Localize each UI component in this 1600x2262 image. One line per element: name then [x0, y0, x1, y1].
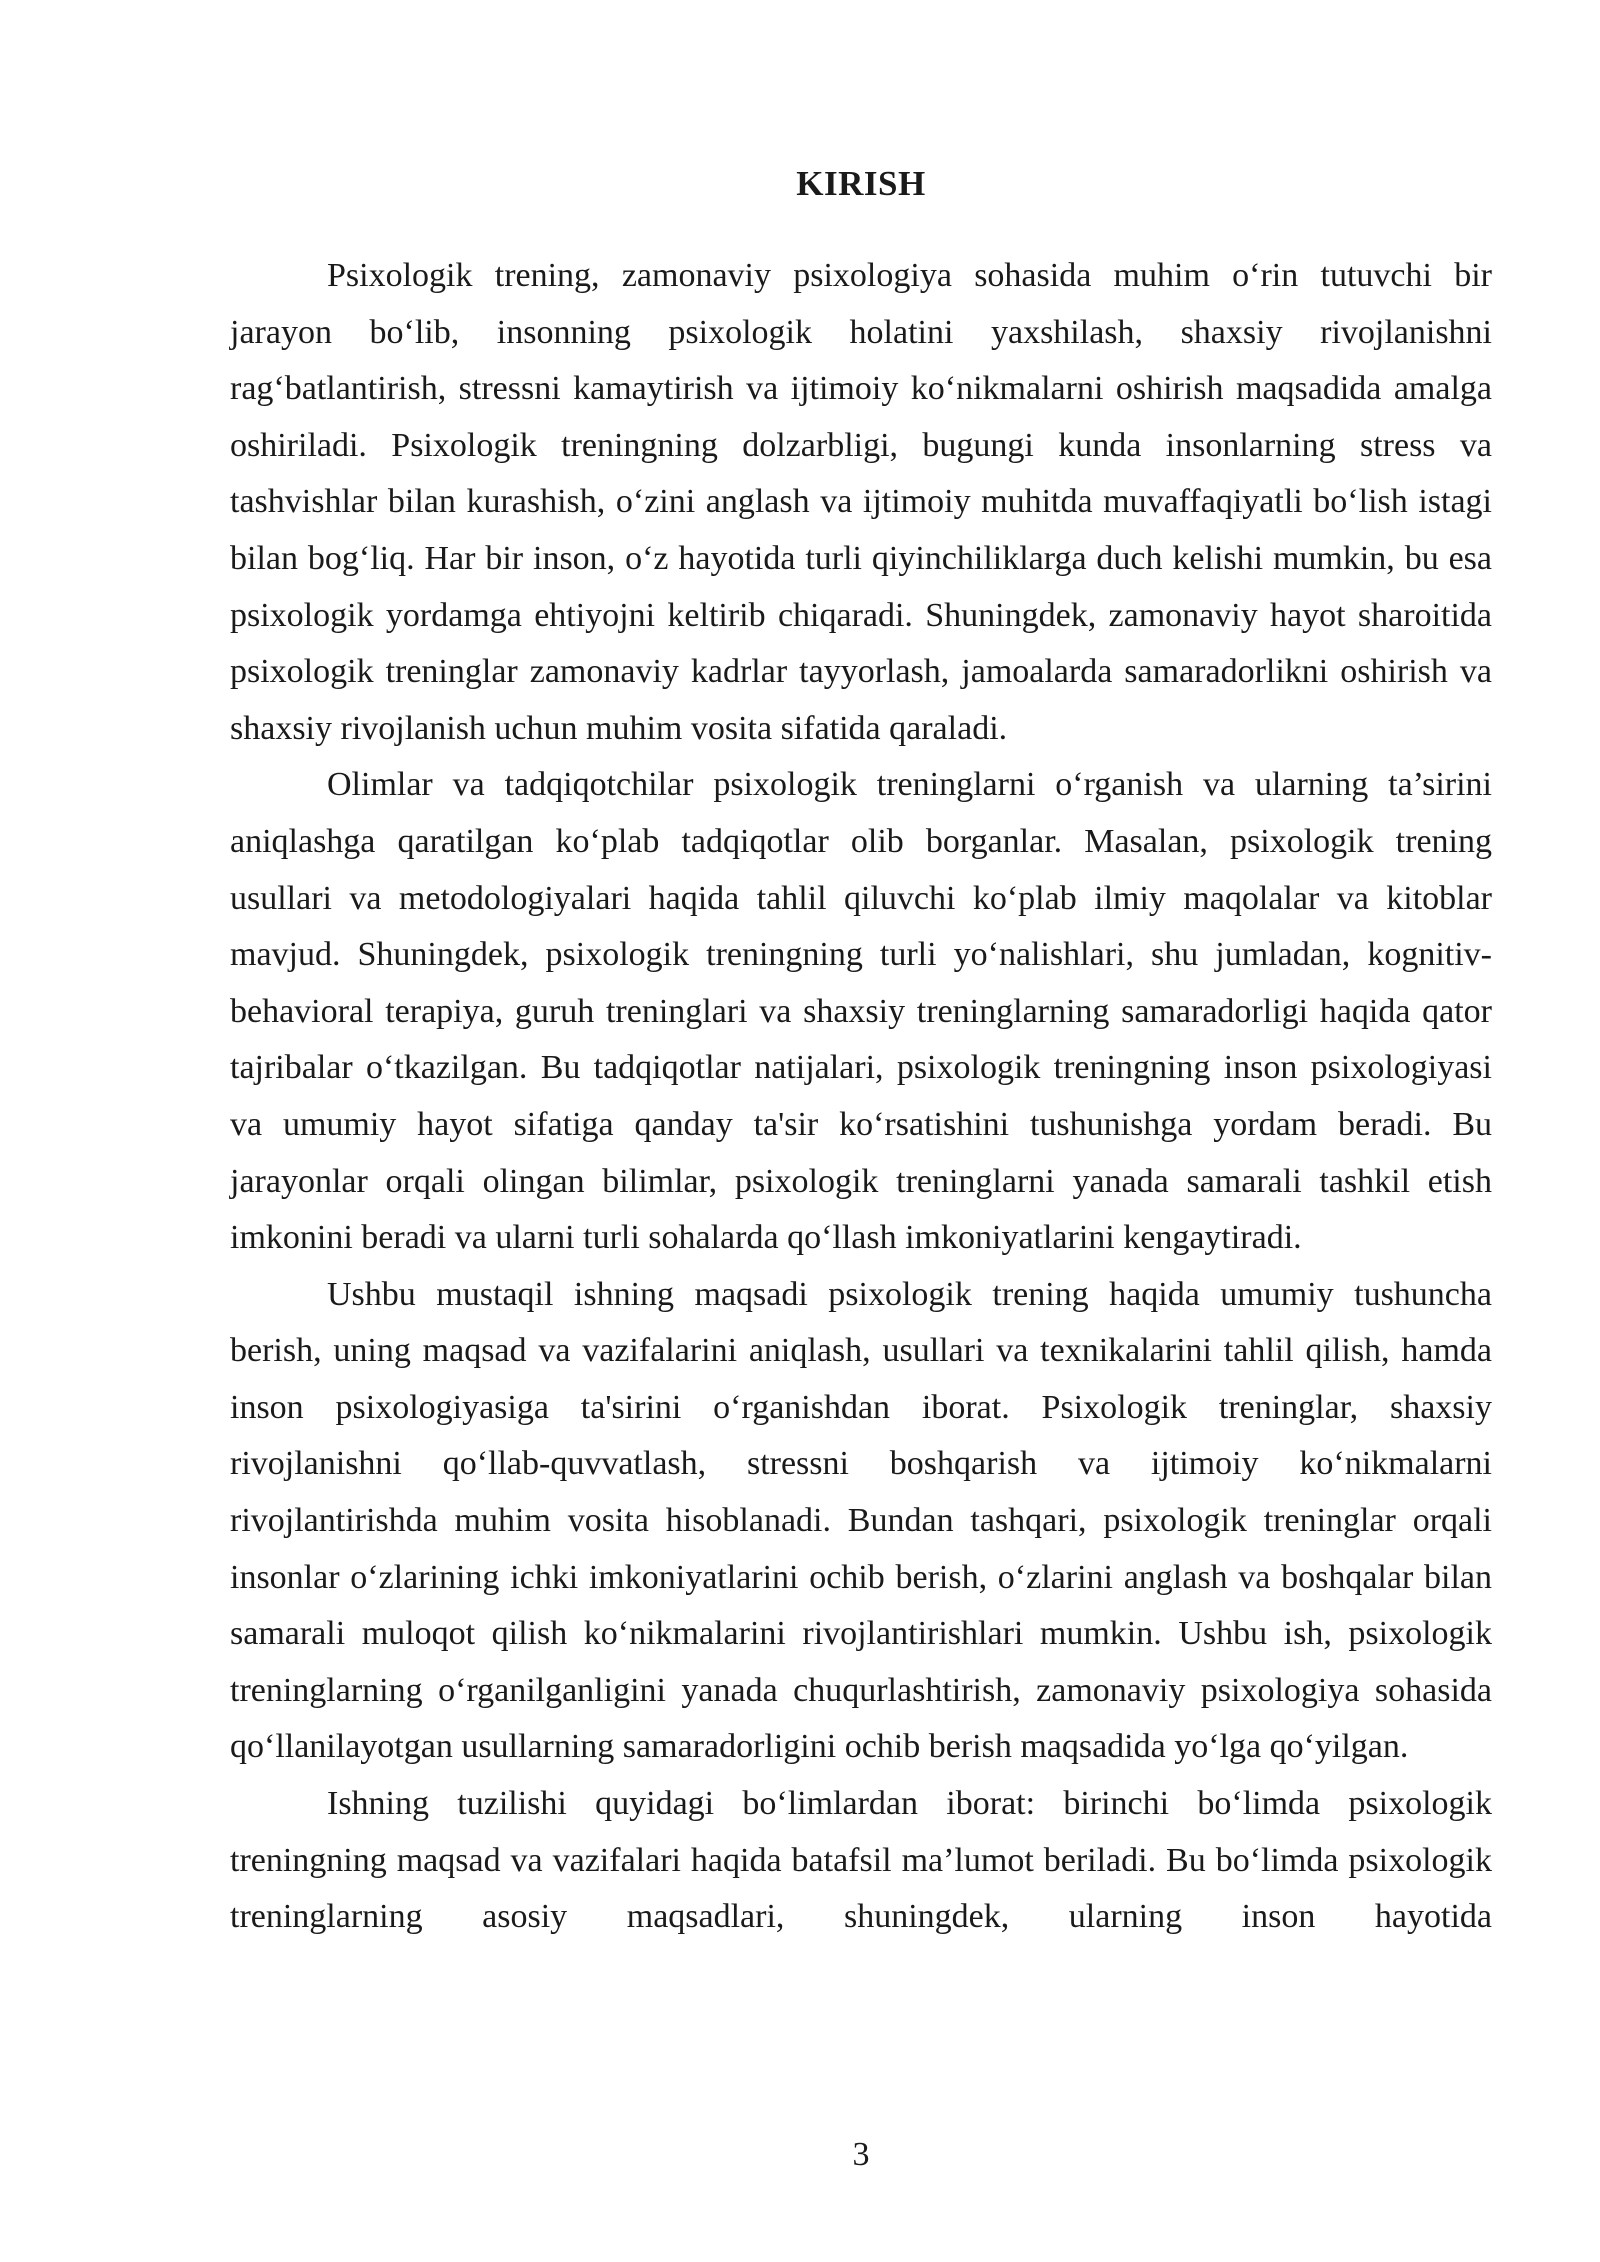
paragraph-3: Ushbu mustaqil ishning maqsadi psixologik trening haqida umumiy tushuncha berish, uning maqsad va vazifalarini aniqlash, usullari va texnikalarini tahlil qilish, hamda inson psixologiyasiga ta'sirini o‘rganishdan iborat. Psixologik treninglar, shaxsiy rivojlanishni qo‘llab-quvvatlash, stressni boshqarish va ijtimoiy ko‘nikmalarni rivojlantirishda muhim vosita hisoblanadi. Bundan tashqari, psixologik treninglar orqali insonlar o‘zlarining ichki imkoniyatlarini ochib berish, o‘zlarini anglash va boshqalar bilan samarali muloqot qilish ko‘nikmalarini rivojlantirishlari mumkin. Ushbu ish, psixologik treninglarning o‘rganilganligini yanada chuqurlashtirish, zamonaviy psixologiya sohasida qo‘llanilayotgan usullarning samaradorligini ochib berish maqsadida yo‘lga qo‘yilgan.: [230, 1275, 1492, 1766]
page-number: 3: [852, 2136, 870, 2173]
body-text: [230, 248, 1492, 1946]
paragraph-4: Ishning tuzilishi quyidagi bo‘limlardan iborat: birinchi bo‘limda psixologik treningning maqsad va vazifalari haqida batafsil ma’lumot beriladi. Bu bo‘limda psixologik treninglarning asosiy maqsadlari, shuningdek, ularning inson hayotida: [230, 1785, 1492, 1936]
paragraph-1: Psixologik trening, zamonaviy psixologiya sohasida muhim o‘rin tutuvchi bir jarayon bo‘lib, insonning psixologik holatini yaxshilash, shaxsiy rivojlanishni rag‘batlantirish, stressni kamaytirish va ijtimoiy ko‘nikmalarni oshirish maqsadida amalga oshiriladi. Psixologik treningning dolzarbligi, bugungi kunda insonlarning stress va tashvishlar bilan kurashish, o‘zini anglash va ijtimoiy muhitda muvaffaqiyatli bo‘lish istagi bilan bog‘liq. Har bir inson, o‘z hayotida turli qiyinchiliklarga duch kelishi mumkin, bu esa psixologik yordamga ehtiyojni keltirib chiqaradi. Shuningdek, zamonaviy hayot sharoitida psixologik treninglar zamonaviy kadrlar tayyorlash, jamoalarda samaradorlikni oshirish va shaxsiy rivojlanish uchun muhim vosita sifatida qaraladi.: [230, 257, 1492, 747]
document-page: [230, 0, 1492, 2262]
section-title: KIRISH: [796, 164, 926, 203]
paragraph-2: Olimlar va tadqiqotchilar psixologik treninglarni o‘rganish va ularning ta’sirini aniqlashga qaratilgan ko‘plab tadqiqotlar olib borganlar. Masalan, psixologik trening usullari va metodologiyalari haqida tahlil qiluvchi ko‘plab ilmiy maqolalar va kitoblar mavjud. Shuningdek, psixologik treningning turli yo‘nalishlari, shu jumladan, kognitiv-behavioral terapiya, guruh treninglari va shaxsiy treninglarning samaradorligi haqida qator tajribalar o‘tkazilgan. Bu tadqiqotlar natijalari, psixologik treningning inson psixologiyasi va umumiy hayot sifatiga qanday ta'sir ko‘rsatishini tushunishga yordam beradi. Bu jarayonlar orqali olingan bilimlar, psixologik treninglarni yanada samarali tashkil etish imkonini beradi va ularni turli sohalarda qo‘llash imkoniyatlarini kengaytiradi.: [230, 766, 1492, 1257]
